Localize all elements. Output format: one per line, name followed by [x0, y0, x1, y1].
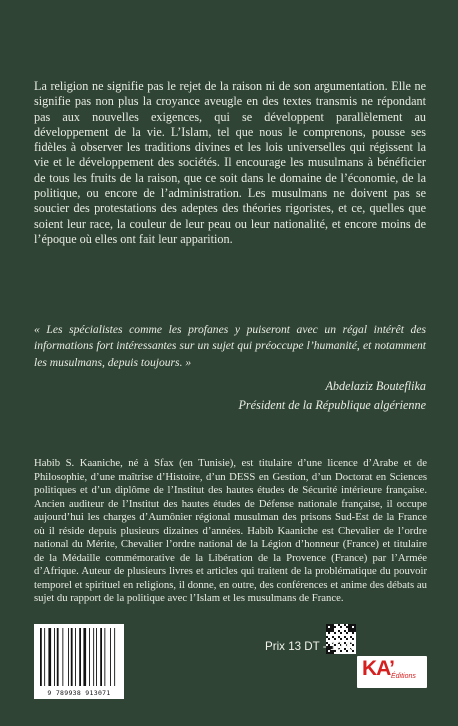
isbn-barcode	[34, 624, 124, 699]
publisher-logo-main: KA’	[362, 657, 395, 680]
intro-paragraph: La religion ne signifie pas le rejet de la raison ni de son argumentation. Elle ne signifie pas non plus la croyance aveugle en des textes transmis ne répondant pas aux nouvelles exigences, qui se développent parallèlement au développement de la vie. L’Islam, tel que nous le comprenons, pousse ses fidèles à observer les traditions divines et les lois universelles qui régissent la vie et le développement des sociétés. Il encourage les musulmans à bénéficier de tous les fruits de la raison, que ce soit dans le domaine de l’économie, de la politique, ou encore de l’administration. Les musulmans ne doivent pas se soucier des protestations des adeptes des théories rigoristes, et ce, quelles que soient leur race, la couleur de leur peau ou leur nationalité, et encore moins de l’époque où elles ont fait leur apparition.	[34, 79, 426, 246]
price-label: Prix 13 DT - 10 €	[265, 640, 353, 653]
quote-signature	[34, 377, 426, 415]
barcode-icon	[40, 628, 118, 688]
barcode-number: 9 789938 913071	[47, 689, 111, 697]
author-biography: Habib S. Kaaniche, né à Sfax (en Tunisie), est titulaire d’une licence d’Arabe et de Philosophie, d’une maîtrise d’Histoire, d’un DESS en Gestion, d’un Doctorat en Sciences politiques et d’un diplôme de l’Institut des hautes études de Sécurité intérieure française. Ancien auditeur de l’Institut des hautes études de Défense nationale française, il occupe aujourd’hui les charges d’Aumônier régional musulman des prisons Sud-Est de la France où il réside depuis plusieurs dizaines d’années. Habib Kaaniche est Chevalier de l’ordre national du Mérite, Chevalier l’ordre national de la Légion d’honneur (France) et titulaire de la Médaille commémorative de la Libération de la Provence (France) par l’Armée d’Afrique. Auteur de plusieurs livres et articles qui traitent de la problématique du pouvoir temporel et spirituel en religions, il donne, en outre, des conférences et anime des débats au sujet du rapport de la politique avec l’Islam et les musulmans de France.	[34, 457, 427, 604]
quote-paragraph: « Les spécialistes comme les profanes y puiseront avec un régal intérêt des informations fort intéressantes sur un sujet qui préoccupe l’humanité, et notamment les musulmans, depuis toujours. »	[34, 323, 426, 369]
signature-name: Abdelaziz Bouteflika	[325, 379, 426, 393]
signature-role: Président de la République algérienne	[238, 398, 426, 412]
publisher-logo	[357, 656, 427, 688]
publisher-logo-sub: Éditions	[391, 673, 416, 680]
